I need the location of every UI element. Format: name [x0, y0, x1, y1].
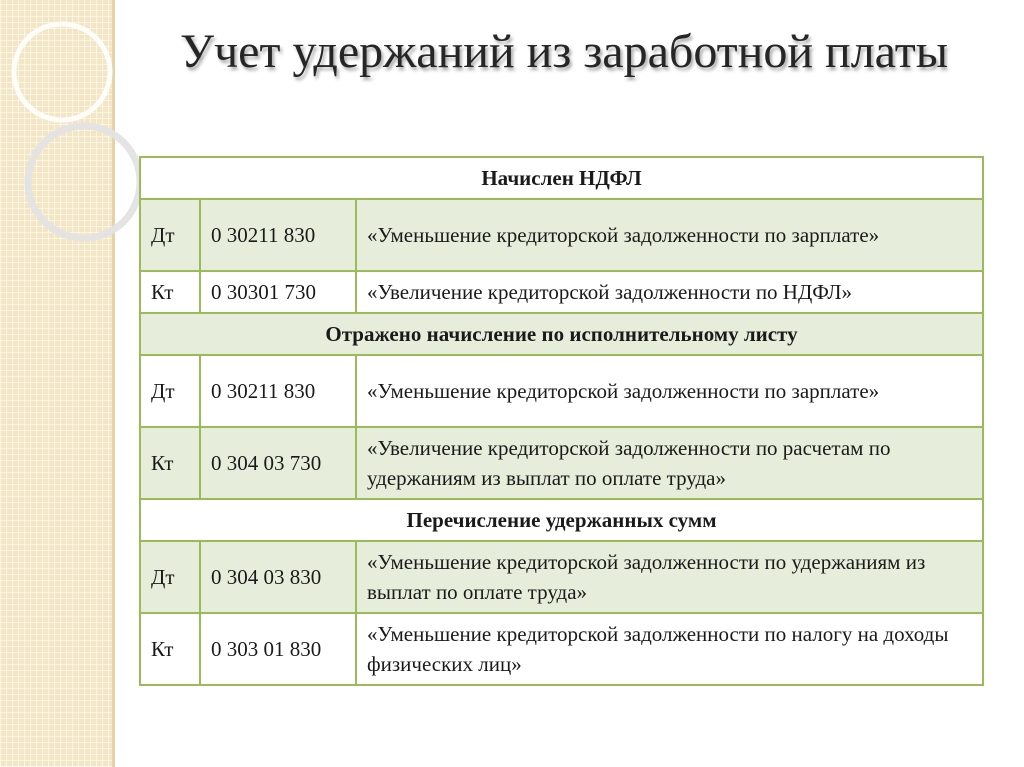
entry-type: Кт: [140, 613, 200, 685]
account-code: 0 303 01 830: [200, 613, 356, 685]
entry-description: «Увеличение кредиторской задолженности по расчетам по удержаниям из выплат по оплате труда»: [356, 427, 983, 499]
page-title: Учет удержаний из заработной платы: [180, 25, 948, 78]
entry-description: «Уменьшение кредиторской задолженности по налогу на доходы физических лиц»: [356, 613, 983, 685]
section-heading: Перечисление удержанных сумм: [140, 499, 983, 541]
entry-type: Кт: [140, 427, 200, 499]
table-row: [140, 271, 983, 313]
postings-table: [139, 156, 984, 686]
entry-type: Дт: [140, 199, 200, 271]
table-row: [140, 355, 983, 427]
section-header-row: [140, 499, 983, 541]
account-code: 0 304 03 730: [200, 427, 356, 499]
section-header-row: [140, 313, 983, 355]
account-code: 0 30301 730: [200, 271, 356, 313]
entry-description: «Уменьшение кредиторской задолженности по зарплате»: [356, 199, 983, 271]
account-code: 0 30211 830: [200, 199, 356, 271]
section-heading: Начислен НДФЛ: [140, 157, 983, 199]
entry-description: «Увеличение кредиторской задолженности по НДФЛ»: [356, 271, 983, 313]
entry-type: Кт: [140, 271, 200, 313]
account-code: 0 304 03 830: [200, 541, 356, 613]
entry-type: Дт: [140, 355, 200, 427]
table-row: [140, 427, 983, 499]
decorative-rings: [0, 0, 140, 260]
table-row: [140, 199, 983, 271]
section-heading: Отражено начисление по исполнительному листу: [140, 313, 983, 355]
account-code: 0 30211 830: [200, 355, 356, 427]
entry-description: «Уменьшение кредиторской задолженности по зарплате»: [356, 355, 983, 427]
table-row: [140, 613, 983, 685]
entry-type: Дт: [140, 541, 200, 613]
table-row: [140, 541, 983, 613]
entry-description: «Уменьшение кредиторской задолженности по удержаниям из выплат по оплате труда»: [356, 541, 983, 613]
section-header-row: [140, 157, 983, 199]
